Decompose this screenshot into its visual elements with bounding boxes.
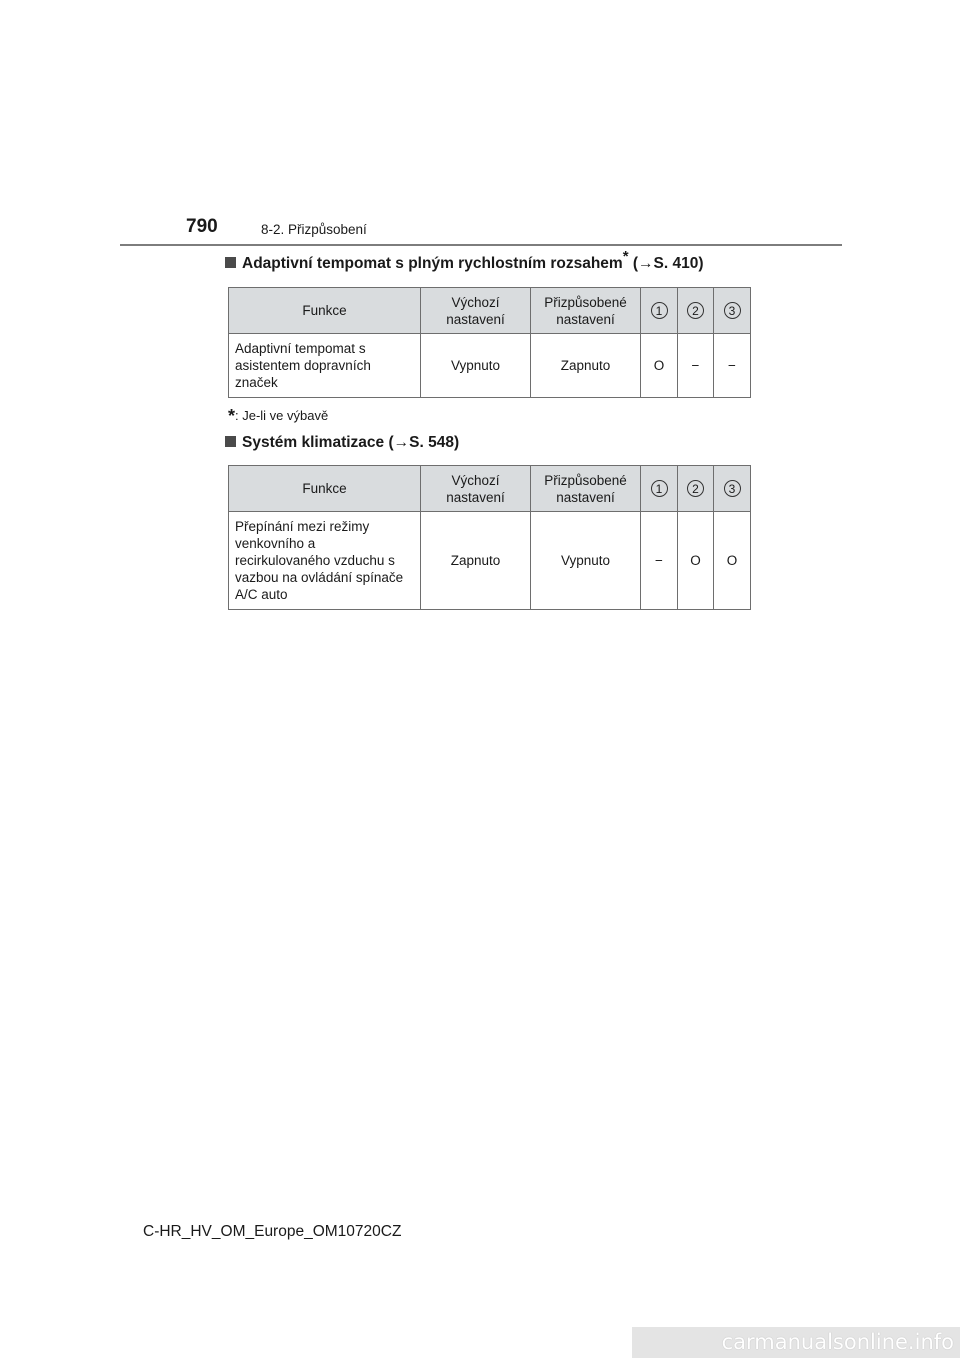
footnote bbox=[228, 404, 328, 425]
climate-table bbox=[228, 465, 751, 610]
page-number: 790 bbox=[186, 216, 218, 237]
watermark-text: carmanualsonline.info bbox=[721, 1330, 954, 1354]
header-function: Funkce bbox=[229, 288, 421, 334]
cell-custom: Vypnuto bbox=[531, 512, 641, 610]
cell-method-3: − bbox=[714, 334, 751, 398]
cell-method-2: O bbox=[678, 512, 714, 610]
square-bullet-icon bbox=[225, 436, 236, 447]
cell-function: Adaptivní tempomat s asistentem dopravních značek bbox=[229, 334, 421, 398]
circled-1-icon: 1 bbox=[651, 480, 668, 497]
header-custom: Přizpůsobené nastavení bbox=[531, 466, 641, 512]
header-default: Výchozí nastavení bbox=[421, 288, 531, 334]
table-row bbox=[229, 512, 751, 610]
page-reference: S. 410) bbox=[653, 255, 704, 272]
section-title: 8-2. Přizpůsobení bbox=[261, 222, 367, 237]
heading-text: Adaptivní tempomat s plným rychlostním rozsahem bbox=[242, 255, 623, 272]
square-bullet-icon bbox=[225, 257, 236, 268]
adaptive-cruise-heading: Adaptivní tempomat s plným rychlostním rozsahem* (→S. 410) bbox=[225, 255, 704, 273]
header-default: Výchozí nastavení bbox=[421, 466, 531, 512]
header-method-1 bbox=[641, 466, 678, 512]
circled-2-icon: 2 bbox=[687, 480, 704, 497]
circled-1-icon: 1 bbox=[651, 302, 668, 319]
footnote-text: : Je-li ve výbavě bbox=[235, 408, 329, 423]
table-row bbox=[229, 334, 751, 398]
header-method-3 bbox=[714, 288, 751, 334]
header-method-1 bbox=[641, 288, 678, 334]
watermark bbox=[632, 1327, 960, 1358]
header-function: Funkce bbox=[229, 466, 421, 512]
header-divider bbox=[120, 244, 842, 246]
circled-3-icon: 3 bbox=[724, 480, 741, 497]
document-code: C-HR_HV_OM_Europe_OM10720CZ bbox=[143, 1223, 402, 1240]
footnote-star: * bbox=[622, 247, 629, 265]
cell-method-1: − bbox=[641, 512, 678, 610]
cell-custom: Zapnuto bbox=[531, 334, 641, 398]
table-header-row bbox=[229, 288, 751, 334]
cell-method-2: − bbox=[678, 334, 714, 398]
heading-text: Systém klimatizace bbox=[242, 434, 385, 451]
adaptive-cruise-table bbox=[228, 287, 751, 398]
cell-method-3: O bbox=[714, 512, 751, 610]
table-header-row bbox=[229, 466, 751, 512]
header-method-3 bbox=[714, 466, 751, 512]
cell-default: Vypnuto bbox=[421, 334, 531, 398]
arrow-right-icon: → bbox=[638, 255, 654, 272]
cell-method-1: O bbox=[641, 334, 678, 398]
circled-3-icon: 3 bbox=[724, 302, 741, 319]
header-method-2 bbox=[678, 288, 714, 334]
climate-heading: Systém klimatizace (→S. 548) bbox=[225, 434, 459, 452]
footnote-star: * bbox=[228, 406, 236, 426]
arrow-right-icon: → bbox=[393, 434, 410, 451]
header-custom: Přizpůsobené nastavení bbox=[531, 288, 641, 334]
cell-function: Přepínání mezi režimy venkovního a recirkulovaného vzduchu s vazbou na ovládání spínače A/C auto bbox=[229, 512, 421, 610]
circled-2-icon: 2 bbox=[687, 302, 704, 319]
cell-default: Zapnuto bbox=[421, 512, 531, 610]
header-method-2 bbox=[678, 466, 714, 512]
page-reference: S. 548) bbox=[409, 434, 460, 451]
